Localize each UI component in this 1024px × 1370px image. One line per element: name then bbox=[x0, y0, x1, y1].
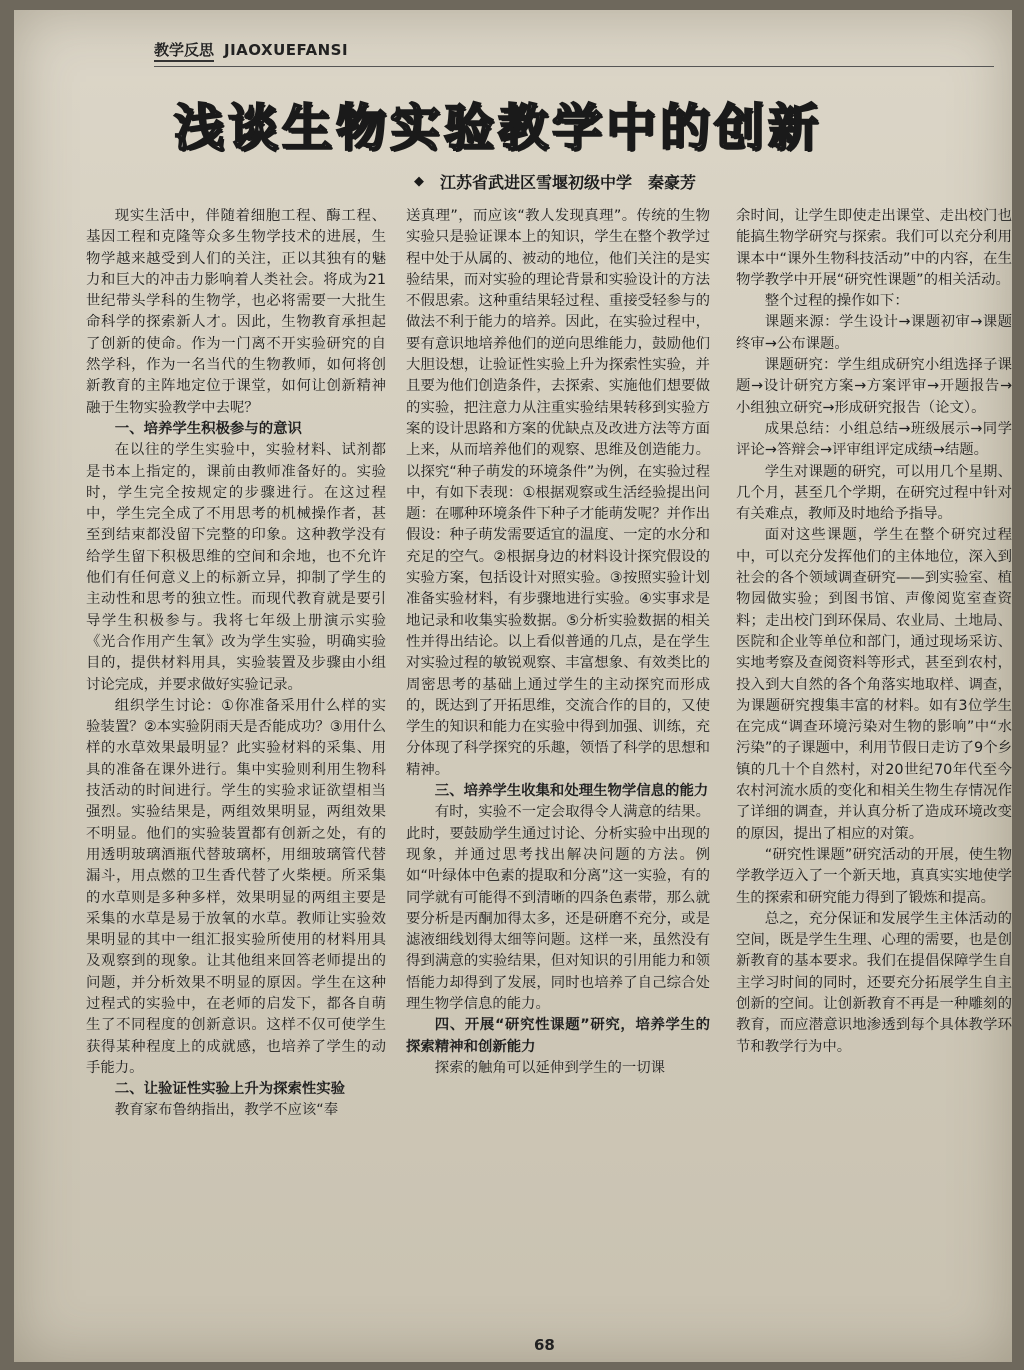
section-tag: 教学反思 bbox=[154, 39, 214, 62]
section-heading: 二、让验证性实验上升为探索性实验 bbox=[114, 1081, 346, 1098]
author-organization: 江苏省武进区雪堰初级中学 bbox=[440, 173, 633, 192]
paragraph: 教育家布鲁纳指出，教学不应该“奉 bbox=[114, 1102, 339, 1119]
paragraph: 面对这些课题，学生在整个研究过程中，可以充分发挥他们的主体地位，深入到社会的各个领域调查研究——到实验室、植物园做实验；到图书馆、声像阅览室查资料；走出校门到环保局、农业局、土地局、医院和企业等单位和部门，通过现场采访、实地考察及查阅资料等形式，甚至到农村，投入到大自然的各个角落实地取样、调查，为课题研究搜集丰富的材料。如有3位学生在完成“调查环境污染对生物的影响”中“水污染”的子课题中，利用节假日走访了9个乡镇的几十个自然村，对20世纪70年代至今农村河流水质的变化和相关生物生存情况作了详细的调查，并认真分析了造成环境改变的原因，提出了相应的对策。 bbox=[736, 527, 1012, 842]
paragraph: 组织学生讨论：①你准备采用什么样的实验装置？②本实验阴雨天是否能成功？③用什么样的水草效果最明显？此实验材料的采集、用具的准备在课外进行。集中实验则利用生物科技活动的时间进行。学生的实验求证欲望相当强烈。实验结果是，两组效果明显，两组效果不明显。他们的实验装置都有创新之处，有的用透明玻璃酒瓶代替玻璃杯，用细玻璃管代替漏斗，用点燃的卫生香代替了火柴梗。所采集的水草则是多种多样，效果明显的两组主要是采集的水草是易于放氧的水草。教师让实验效果明显的其中一组汇报实验所使用的材料用具及观察到的现象。让其他组来回答老师提出的问题，并分析效果不明显的原因。学生在这种过程式的实验中，在老师的启发下，都各自萌生了不同程度的创新意识。这样不仅可使学生获得某种程度上的成就感，也培养了学生的动手能力。 bbox=[86, 697, 386, 1076]
section-heading: 一、培养学生积极参与的意识 bbox=[114, 420, 302, 437]
section-header bbox=[154, 38, 348, 62]
paragraph: 成果总结：小组总结→班级展示→同学评论→答辩会→评审组评定成绩→结题。 bbox=[736, 420, 1012, 459]
paragraph: 送真理”，而应该“教人发现真理”。传统的生物实验只是验证课本上的知识，学生在整个教学过程中处于从属的、被动的地位，他们关注的是实验结果，而对实验的理论背景和实验设计的方法不假思索。这种重结果轻过程、重接受轻参与的做法不利于能力的培养。因此，在实验过程中，要有意识地培养他们的逆向思维能力，鼓励他们大胆设想，让验证性实验上升为探索性实验，并且要为他们创造条件，去探索、实施他们想要做的实验，把注意力从注重实验结果转移到实验方案的设计思路和方案的优缺点及改进方法等方面上来，从而培养他们的观察、思维及创造能力。以探究“种子萌发的环境条件”为例，在实验过程中，有如下表现：①根据观察或生活经验提出问题：在哪种环境条件下种子才能萌发呢？并作出假设：种子萌发需要适宜的温度、一定的水分和充足的空气。②根据身边的材料设计探究假设的实验方案，包括设计对照实验。③按照实验计划准备实验材料，有步骤地进行实验。④实事求是地记录和收集实验数据。⑤分析实验数据的相关性并得出结论。以上看似普通的几点，是在学生对实验过程的敏锐观察、丰富想象、有效类比的周密思考的基础上通过学生的主动探究而形成的，既达到了开拓思维，交流合作的目的，又使学生的知识和能力在实验中得到加强、训练，充分体现了科学探究的乐趣，领悟了科学的思想和精神。 bbox=[406, 208, 710, 778]
paragraph: 在以往的学生实验中，实验材料、试剂都是书本上指定的，课前由教师准备好的。实验时，学生完全按规定的步骤进行。在这过程中，学生完全成了不用思考的机械操作者，甚至到结束都没留下完整的印象。这种教学没有给学生留下积极思维的空间和余地，也不允许他们有任何意义上的标新立异，抑制了学生的主动性和思考的独立性。而现代教育就是要引导学生积极参与。我将七年级上册演示实验《光合作用产生氧》改为学生实验，明确实验目的，提供材料用具，实验装置及步骤由小组讨论完成，并要求做好实验记录。 bbox=[86, 442, 386, 693]
paragraph: “研究性课题”研究活动的开展，使生物学教学迈入了一个新天地，真真实实地使学生的探索和研究能力得到了锻炼和提高。 bbox=[736, 846, 1012, 906]
text-column-2 bbox=[406, 206, 710, 1079]
article-title: 浅谈生物实验教学中的创新 bbox=[174, 99, 822, 157]
header-rule bbox=[154, 66, 994, 67]
author-name: 秦豪芳 bbox=[648, 173, 697, 192]
paragraph: 探索的触角可以延伸到学生的一切课 bbox=[434, 1059, 666, 1076]
paragraph: 课题研究：学生组成研究小组选择子课题→设计研究方案→方案评审→开题报告→小组独立研究→形成研究报告（论文）。 bbox=[736, 357, 1012, 416]
paragraph: 余时间，让学生即使走出课堂、走出校门也能搞生物学研究与探索。我们可以充分利用课本中“课外生物科技活动”中的内容，在生物学教学中开展“研究性课题”的相关活动。 bbox=[736, 208, 1012, 288]
paragraph: 学生对课题的研究，可以用几个星期、几个月，甚至几个学期，在研究过程中针对有关难点，教师及时地给予指导。 bbox=[736, 463, 1012, 523]
magazine-page bbox=[14, 10, 1012, 1362]
byline bbox=[414, 170, 696, 193]
section-latin: JIAOXUEFANSI bbox=[224, 41, 349, 59]
paragraph: 有时，实验不一定会取得令人满意的结果。此时，要鼓励学生通过讨论、分析实验中出现的现象，并通过思考找出解决问题的方法。例如“叶绿体中色素的提取和分离”这一实验，有的同学就有可能得不到清晰的四条色素带，那么就要分析是丙酮加得太多，还是研磨不充分，或是滤液细线划得太细等问题。这样一来，虽然没有得到满意的实验结果，但对知识的引用能力和领悟能力却得到了发展，同时也培养了自己综合处理生物学信息的能力。 bbox=[406, 804, 710, 1012]
text-column-3 bbox=[736, 206, 1012, 1058]
paragraph: 总之，充分保证和发展学生主体活动的空间，既是学生生理、心理的需要，也是创新教育的基本要求。我们在提倡保障学生自主学习时间的同时，还要充分拓展学生自主创新的空间。让创新教育不再是一种雕刻的教育，而应潜意识地渗透到每个具体教学环节和教学行为中。 bbox=[736, 910, 1012, 1055]
paragraph: 整个过程的操作如下： bbox=[764, 293, 909, 310]
paragraph: 现实生活中，伴随着细胞工程、酶工程、基因工程和克隆等众多生物学技术的进展，生物学越来越受到人们的关注，正以其独有的魅力和巨大的冲击力影响着人类社会。将成为21世纪带头学科的生物学，也必将需要一大批生命科学的探索新人才。因此，生物教育承担起了创新的使命。作为一门离不开实验研究的自然学科，作为一名当代的生物教师，如何将创新教育的主阵地定位于课堂，如何让创新精神融于生物实验教学中去呢？ bbox=[86, 208, 386, 416]
text-column-1 bbox=[86, 206, 386, 1122]
section-heading: 三、培养学生收集和处理生物学信息的能力 bbox=[434, 783, 709, 800]
section-heading: 四、开展“研究性课题”研究，培养学生的探索精神和创新能力 bbox=[406, 1017, 710, 1055]
diamond-icon: ◆ bbox=[414, 174, 424, 189]
page-number: 68 bbox=[534, 1336, 555, 1354]
paragraph: 课题来源：学生设计→课题初审→课题终审→公布课题。 bbox=[736, 314, 1012, 352]
